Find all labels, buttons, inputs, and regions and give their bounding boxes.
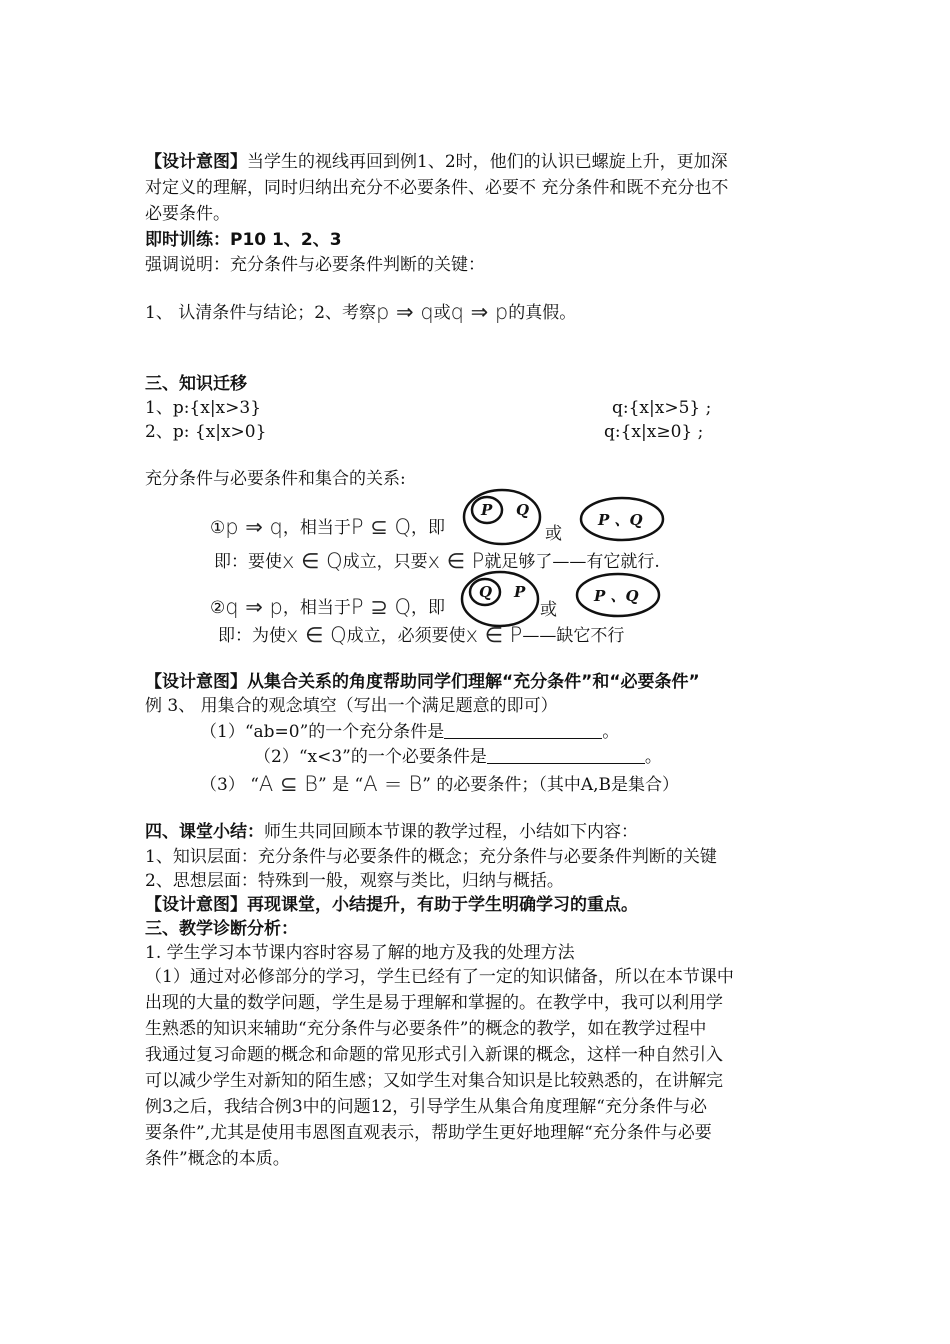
venn-q-in-p <box>460 570 540 628</box>
outer-label: P <box>514 583 526 601</box>
section-diagnosis-title: 三、教学诊断分析： <box>145 919 298 939</box>
example-2-p: 2、p: {x|x>0} <box>145 422 267 442</box>
drill-heading: 即时训练：P10 1、2、3 <box>145 230 342 250</box>
paragraph-line: 我通过复习命题的概念和命题的常见形式引入新课的概念，这样一种自然引入 <box>145 1045 723 1065</box>
formula-q-implies-p: q ⇒ p <box>450 300 509 324</box>
venn-p-equals-q <box>579 496 665 542</box>
set-label: P 、Q <box>594 587 639 605</box>
text-line: 必要条件。 <box>145 204 230 224</box>
formula: p ⇒ q <box>225 515 283 539</box>
design-intent-1 <box>145 150 728 174</box>
example-3-q3: （3） “A ⊆ B” 是 “A = B” 的必要条件；（其中A,B是集合） <box>200 772 680 796</box>
formula-p-implies-q: p ⇒ q <box>376 300 434 324</box>
formula: q ⇒ p <box>225 595 283 619</box>
example-3-title: 例 3、 用集合的观念填空（写出一个满足题意的即可） <box>145 696 558 716</box>
inner-label: Q <box>479 583 493 601</box>
text-line: 对定义的理解，同时归纳出充分不必要条件、必要不 充分条件和既不充分也不 <box>145 178 729 198</box>
paragraph-line: 例3之后，我结合例3中的问题12，引导学生从集合角度理解“充分条件与必 <box>145 1097 707 1117</box>
example-1-p: 1、p:{x|x>3} <box>145 398 262 418</box>
superset-formula: P ⊇ Q <box>350 595 411 619</box>
design-intent-tag: 【设计意图】 <box>145 152 247 172</box>
text-line: 1. 学生学习本节课内容时容易了解的地方及我的处理方法 <box>145 943 575 963</box>
or-word: 或 <box>540 600 557 620</box>
example-1-q: q:{x|x>5} ; <box>612 398 712 418</box>
design-intent-2: 【设计意图】从集合关系的角度帮助同学们理解“充分条件”和“必要条件” <box>145 672 700 692</box>
summary-heading-line: 四、课堂小结：师生共同回顾本节课的教学过程，小结如下内容： <box>145 822 638 842</box>
section-knowledge-transfer: 三、知识迁移 <box>145 374 247 394</box>
answer-blank <box>487 747 645 764</box>
example-2-q: q:{x|x≥0} ; <box>604 422 704 442</box>
paragraph-line: 要条件”,尤其是使用韦恩图直观表示，帮助学生更好地理解“充分条件与必要 <box>145 1123 712 1143</box>
case-1-explanation: 即：要使x ∈ Q成立，只要x ∈ P就足够了——有它就行. <box>214 549 660 573</box>
case-2-explanation: 即：为使x ∈ Q成立，必须要使x ∈ P——缺它不行 <box>218 623 625 647</box>
set-label: P 、Q <box>598 511 643 529</box>
section-title: 四、课堂小结： <box>145 822 264 842</box>
design-intent-3: 【设计意图】再现课堂，小结提升，有助于学生明确学习的重点。 <box>145 895 638 915</box>
emphasis-line: 强调说明：充分条件与必要条件判断的关键： <box>145 255 485 275</box>
answer-blank <box>444 722 602 739</box>
venn-p-equals-q <box>575 572 661 618</box>
design-intent-text: 当学生的视线再回到例1、2时，他们的认识已螺旋上升，更加深 <box>247 152 728 172</box>
paragraph-line: 生熟悉的知识来辅助“充分条件与必要条件”的概念的教学，如在教学过程中 <box>145 1019 707 1039</box>
venn-p-in-q <box>462 488 542 546</box>
paragraph-line: 出现的大量的数学问题，学生是易于理解和掌握的。在教学中，我可以利用学 <box>145 993 723 1013</box>
inner-label: P <box>481 501 493 519</box>
example-3-q2: （2）“x<3”的一个必要条件是 。 <box>254 747 662 767</box>
text-line: 1、知识层面：充分条件与必要条件的概念；充分条件与必要条件判断的关键 <box>145 847 717 867</box>
example-3-q1: （1）“ab=0”的一个充分条件是 。 <box>200 722 620 742</box>
key-points-line: 1、 认清条件与结论；2、考察p ⇒ q或q ⇒ p的真假。 <box>145 300 577 324</box>
outer-label: Q <box>516 501 530 519</box>
relation-heading: 充分条件与必要条件和集合的关系: <box>145 469 406 489</box>
or-word: 或 <box>545 524 562 544</box>
subset-formula: P ⊆ Q <box>350 515 411 539</box>
paragraph-line: 条件”概念的本质。 <box>145 1149 290 1169</box>
text-line: 2、思想层面：特殊到一般，观察与类比，归纳与概括。 <box>145 871 564 891</box>
paragraph-line: （1）通过对必修部分的学习，学生已经有了一定的知识储备，所以在本节课中 <box>145 967 734 987</box>
case-2-line: ②q ⇒ p，相当于P ⊇ Q，即 <box>210 595 445 619</box>
case-1-line: ①p ⇒ q，相当于P ⊆ Q，即 <box>210 515 445 539</box>
paragraph-line: 可以减少学生对新知的陌生感；又如学生对集合知识是比较熟悉的，在讲解完 <box>145 1071 723 1091</box>
